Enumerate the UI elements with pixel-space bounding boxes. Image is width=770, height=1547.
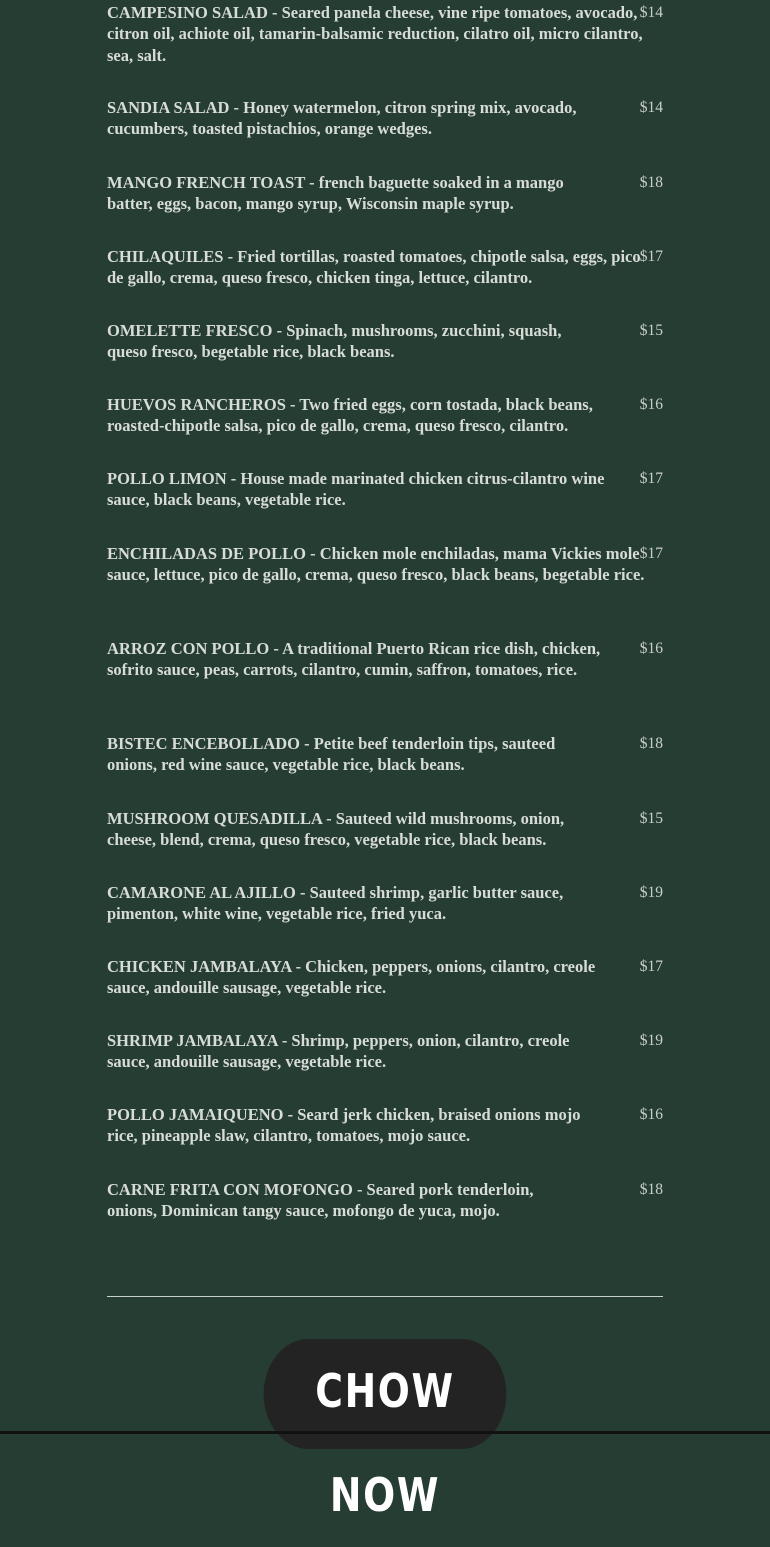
menu-item-price: $17 (639, 248, 663, 265)
menu-item (107, 2, 663, 66)
menu-item (107, 808, 663, 851)
menu-item-description: CARNE FRITA CON MOFONGO - Seared pork tenderloin, onions, Dominican tangy sauce, mofongo de yuca, mojo. (107, 1180, 534, 1221)
menu-item-price: $16 (639, 396, 663, 413)
menu-item-description: ENCHILADAS DE POLLO - Chicken mole enchiladas, mama Vickies mole sauce, lettuce, pico de gallo, crema, queso fresco, black beans, begetable rice. (107, 544, 645, 585)
menu-item (107, 468, 663, 511)
menu-item-price: $17 (639, 545, 663, 562)
menu-item-description: HUEVOS RANCHEROS - Two fried eggs, corn tostada, black beans, roasted-chipotle salsa, pico de gallo, crema, queso fresco, cilantro. (107, 395, 593, 436)
menu-item (107, 882, 663, 925)
menu-item-description: ARROZ CON POLLO - A traditional Puerto Rican rice dish, chicken, sofrito sauce, peas, carrots, cilantro, cumin, saffron, tomatoes, rice. (107, 639, 601, 680)
menu-item-description: BISTEC ENCEBOLLADO - Petite beef tenderloin tips, sauteed onions, red wine sauce, vegetable rice, black beans. (107, 734, 556, 775)
menu-item (107, 638, 663, 681)
menu-item-price: $15 (639, 810, 663, 827)
menu-item (107, 97, 663, 140)
menu-item-price: $19 (639, 884, 663, 901)
menu-item (107, 543, 663, 586)
menu-item-description: MUSHROOM QUESADILLA - Sauteed wild mushrooms, onion, cheese, blend, crema, queso fresco, vegetable rice, black beans. (107, 809, 565, 850)
menu-item (107, 1104, 663, 1147)
menu-item-price: $18 (639, 174, 663, 191)
menu-item-description: SANDIA SALAD - Honey watermelon, citron spring mix, avocado, cucumbers, toasted pistachios, orange wedges. (107, 98, 577, 139)
menu-item-description: OMELETTE FRESCO - Spinach, mushrooms, zucchini, squash, queso fresco, begetable rice, black beans. (107, 321, 562, 362)
menu-item-price: $14 (639, 4, 663, 21)
menu-item-description: POLLO LIMON - House made marinated chicken citrus-cilantro wine sauce, black beans, vegetable rice. (107, 469, 605, 510)
menu-item (107, 172, 663, 215)
menu-item (107, 246, 663, 289)
menu-item-description: SHRIMP JAMBALAYA - Shrimp, peppers, onion, cilantro, creole sauce, andouille sausage, vegetable rice. (107, 1031, 570, 1072)
chow-now-button[interactable]: CHOW NOW (264, 1339, 507, 1449)
menu-item-description: CAMPESINO SALAD - Seared panela cheese, vine ripe tomatoes, avocado, citron oil, achiote oil, tamarin-balsamic reduction, cilatro oil, micro cilantro, sea, salt. (107, 3, 643, 65)
menu-item-description: CHILAQUILES - Fried tortillas, roasted tomatoes, chipotle salsa, eggs, pico de gallo, crema, queso fresco, chicken tinga, lettuce, cilantro. (107, 247, 641, 288)
menu-item (107, 956, 663, 999)
menu-item (107, 1179, 663, 1222)
menu-item (107, 1030, 663, 1073)
menu-item-price: $18 (639, 735, 663, 752)
menu-item (107, 394, 663, 437)
menu-item-price: $14 (639, 99, 663, 116)
menu-item-price: $17 (639, 958, 663, 975)
bottom-edge (0, 1431, 770, 1434)
menu-item-description: POLLO JAMAIQUENO - Seard jerk chicken, braised onions mojo rice, pineapple slaw, cilantro, tomatoes, mojo sauce. (107, 1105, 581, 1146)
menu-item (107, 733, 663, 776)
menu-item-price: $16 (639, 640, 663, 657)
menu-item-description: CHICKEN JAMBALAYA - Chicken, peppers, onions, cilantro, creole sauce, andouille sausage, vegetable rice. (107, 957, 596, 998)
menu-item-price: $19 (639, 1032, 663, 1049)
divider (107, 1296, 663, 1297)
menu-item-description: MANGO FRENCH TOAST - french baguette soaked in a mango batter, eggs, bacon, mango syrup, Wisconsin maple syrup. (107, 173, 564, 214)
menu-item-price: $15 (639, 322, 663, 339)
menu-item-price: $17 (639, 470, 663, 487)
menu-item-price: $16 (639, 1106, 663, 1123)
menu-item-description: CAMARONE AL AJILLO - Sauteed shrimp, garlic butter sauce, pimenton, white wine, vegetable rice, fried yuca. (107, 883, 564, 924)
menu-item-price: $18 (639, 1181, 663, 1198)
menu-item (107, 320, 663, 363)
